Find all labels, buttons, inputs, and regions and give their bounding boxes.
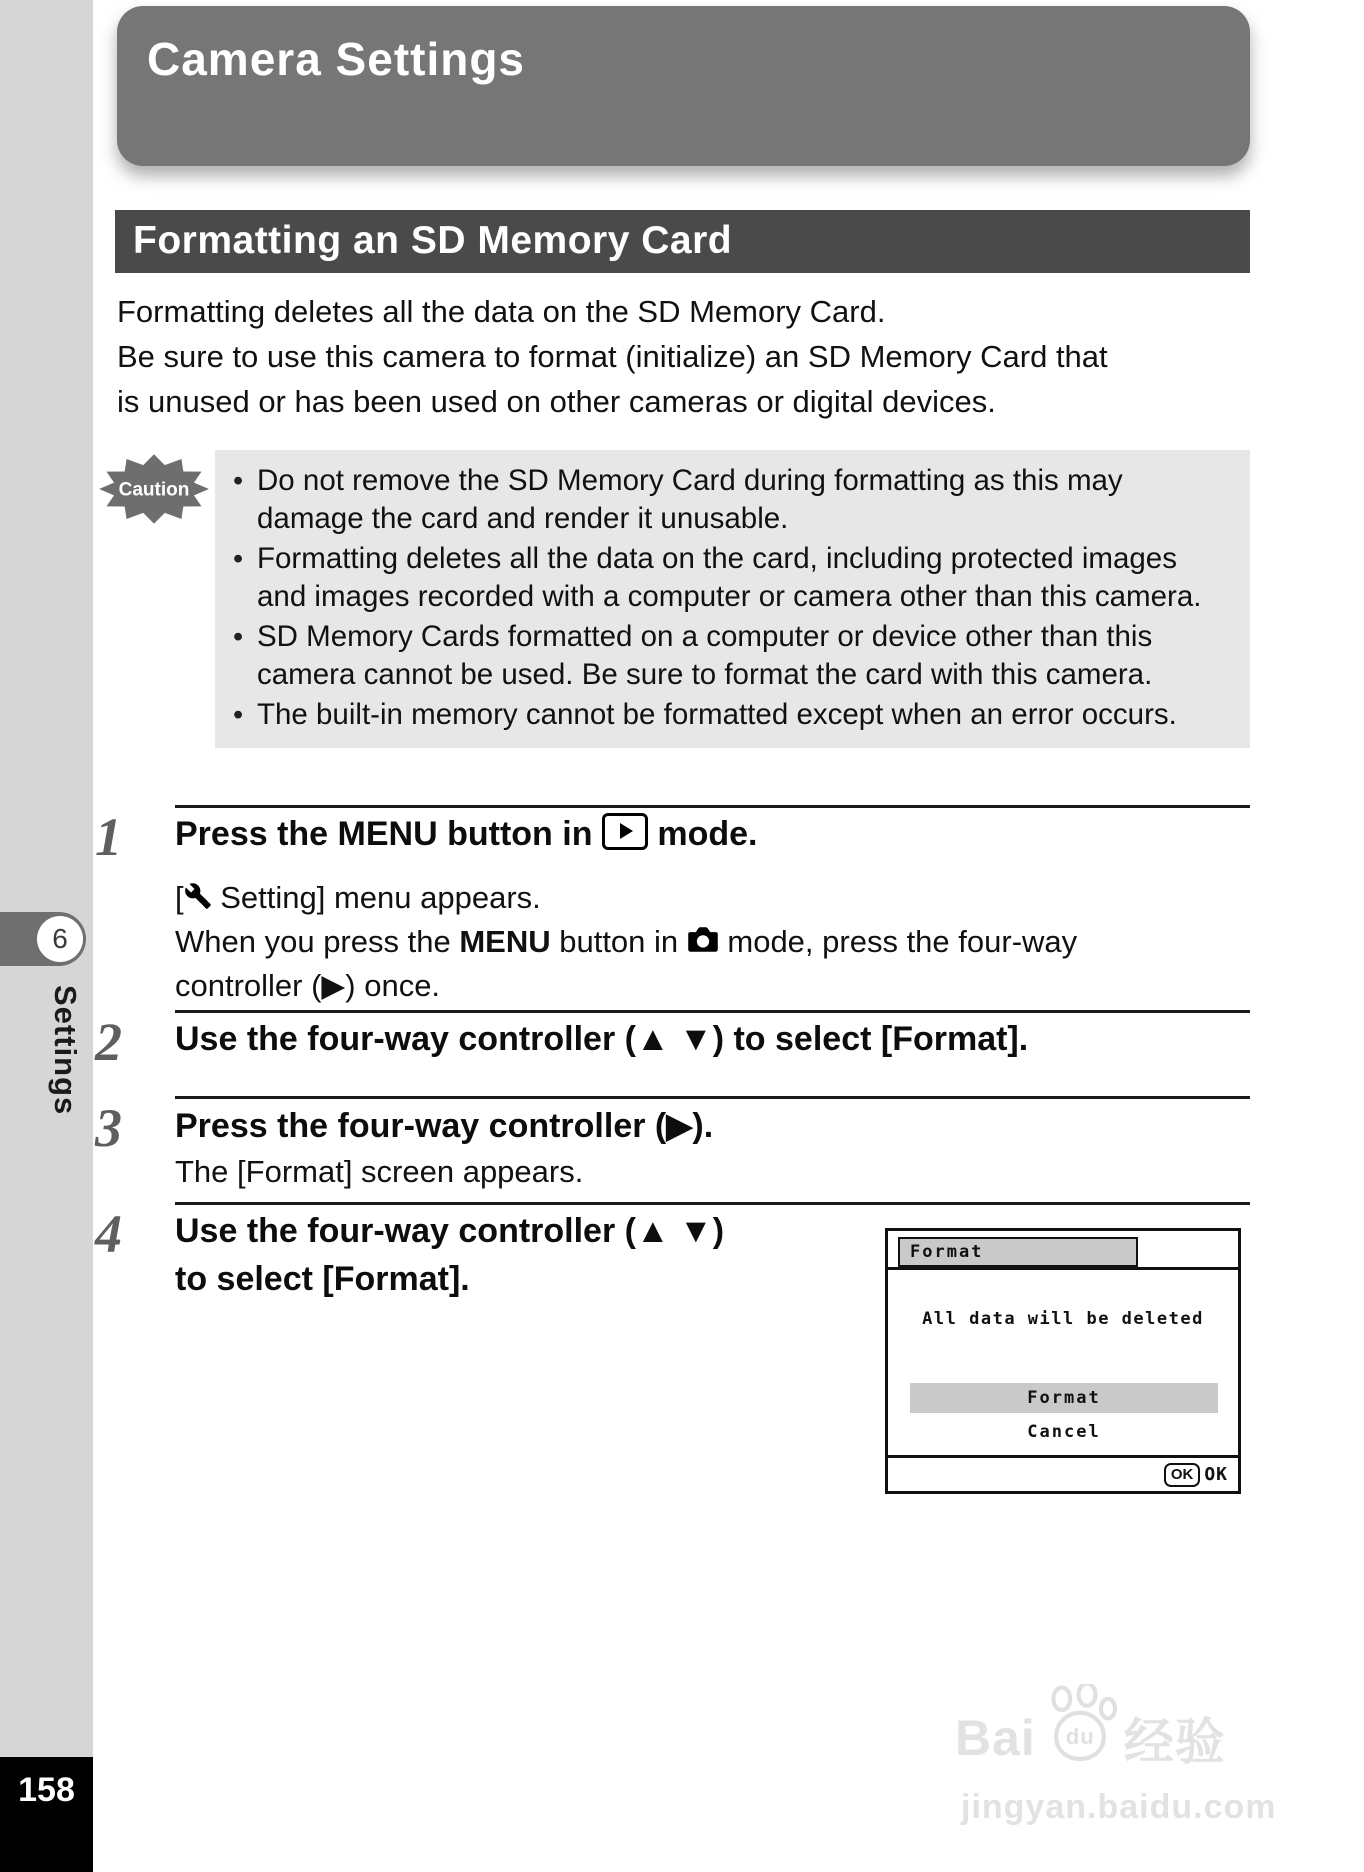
page-number-box [0,1757,93,1872]
setting-wrench-icon [184,882,212,910]
intro-line: Be sure to use this camera to format (initialize) an SD Memory Card that [117,339,1108,374]
dialog-footer [888,1455,1238,1491]
watermark-brand-cn: 经验 [1123,1714,1226,1770]
caution-box [215,450,1250,748]
caution-bullet: • Do not remove the SD Memory Card during formatting as this may damage the card and render it unusable. [225,462,1228,538]
playback-mode-icon [602,813,648,850]
caution-bullet: • Formatting deletes all the data on the card, including protected images and images recorded with a computer or camera other than this camera. [225,540,1228,616]
step-1-sub-line-3: controller (▶) once. [175,968,441,1003]
step-number: 4 [95,1204,122,1264]
step-divider [175,1010,1250,1013]
section-title-bar [115,210,1250,273]
chapter-sidebar-strip [0,0,93,1757]
ok-button-icon: OK [1164,1463,1201,1487]
step-1-heading [175,815,758,855]
step-2-heading: Use the four-way controller (▲ ▼) to select [Format]. [175,1020,1029,1058]
watermark-brand [955,1692,1355,1784]
watermark-url: jingyan.baidu.com [961,1788,1277,1826]
step-4-heading-line-2: to select [Format]. [175,1260,470,1298]
step-3-heading: Press the four-way controller (▶). [175,1107,714,1145]
step-divider [175,805,1250,808]
sub-text: mode, press the four-way [718,924,1078,959]
caution-label: Caution [118,479,190,501]
step-1-heading-prefix: Press the MENU button in [175,815,602,853]
dialog-message: All data will be deleted [922,1309,1204,1329]
camera-mode-icon [687,927,719,952]
step-3-sub: The [Format] screen appears. [175,1154,584,1189]
intro-line: Formatting deletes all the data on the SD Memory Card. [117,294,886,329]
chapter-header-banner [117,6,1250,166]
sub-text: When you press the [175,924,460,959]
watermark [955,1692,1355,1827]
chapter-number: 6 [52,923,68,954]
step-4-heading-line-1: Use the four-way controller (▲ ▼) [175,1212,725,1250]
step-number: 3 [95,1098,122,1158]
bracket-open: [ [175,880,184,915]
menu-button-label: MENU [459,924,551,959]
step-1-sub-line-2 [175,924,1077,960]
chapter-tab [0,912,86,966]
caution-starburst-icon [98,452,210,531]
dialog-option-cancel: Cancel [1027,1422,1101,1442]
watermark-brand-du: du [1065,1724,1095,1749]
caution-bullet-list [225,462,1228,734]
page-number: 158 [18,1771,75,1809]
caution-bullet: • The built-in memory cannot be formatted except when an error occurs. [225,696,1228,734]
intro-paragraph [117,289,1257,424]
ok-action-label: OK [1204,1464,1228,1485]
section-title: Formatting an SD Memory Card [133,219,733,262]
dialog-header [888,1231,1238,1270]
step-number: 1 [95,807,122,867]
intro-line: is unused or has been used on other cameras or digital devices. [117,384,996,419]
page-title: Camera Settings [147,33,526,85]
dialog-title: Format [898,1237,1138,1267]
dialog-option-format: Format [910,1383,1218,1413]
step-number: 2 [95,1012,122,1072]
step-1-heading-suffix: mode. [647,815,758,853]
watermark-brand-bai: Bai [955,1710,1036,1766]
sub-text: button in [550,924,687,959]
caution-bullet: • SD Memory Cards formatted on a computer or device other than this camera cannot be used. Be sure to format the card with this camera. [225,618,1228,694]
step-1-sub-line-1 [175,880,541,916]
step-divider [175,1096,1250,1099]
paw-icon [1038,1684,1122,1776]
chapter-number-badge [37,916,83,962]
step-divider [175,1202,1250,1205]
step-1-sub-text: Setting] menu appears. [211,880,541,915]
chapter-label: Settings [48,985,83,1116]
camera-screen-format-dialog [885,1228,1241,1494]
